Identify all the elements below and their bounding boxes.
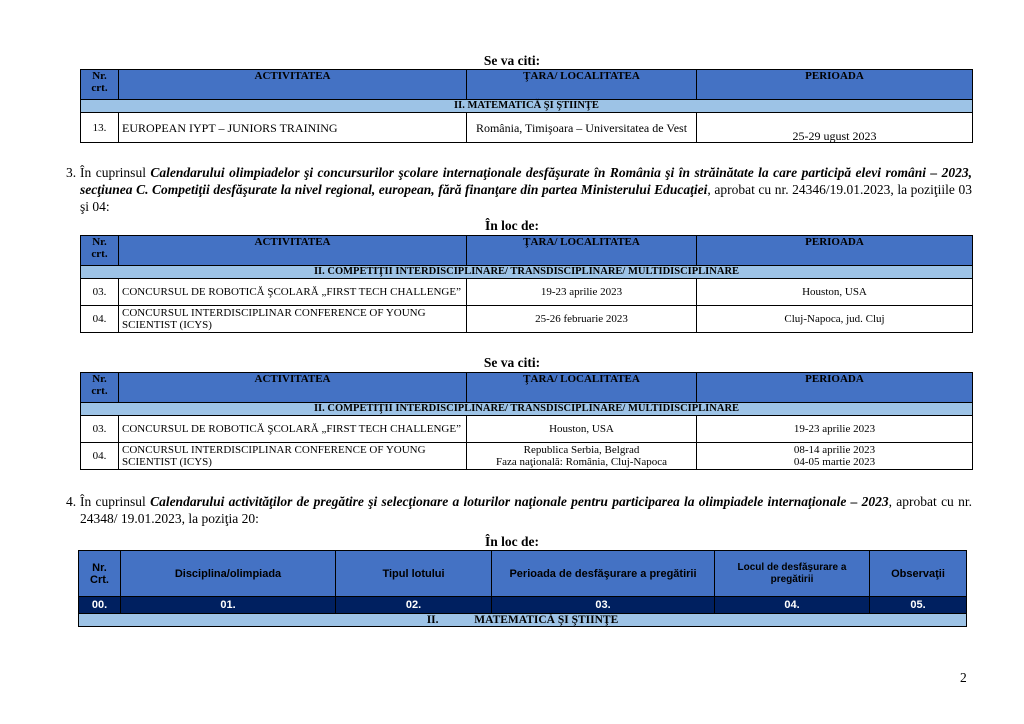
header-perioada: PERIOADA	[697, 236, 973, 266]
header-nr: Nr. crt.	[81, 236, 119, 266]
location-line-1: Republica Serbia, Belgrad	[523, 444, 640, 456]
paragraph-intro: În cuprinsul	[80, 494, 151, 509]
header-nr: Nr. crt.	[81, 70, 119, 100]
section4-heading: În loc de:	[485, 534, 539, 549]
index-cell: 02.	[336, 597, 492, 614]
index-cell: 01.	[121, 597, 336, 614]
row-location: 25-26 februarie 2023	[467, 306, 697, 333]
row-period: Cluj-Napoca, jud. Cluj	[697, 306, 973, 333]
row-period	[697, 443, 973, 470]
paragraph-intro: În cuprinsul	[80, 165, 151, 180]
table-se-va-citi-2	[80, 372, 973, 470]
row-activity: CONCURSUL INTERDISCIPLINAR CONFERENCE OF YOUNG SCIENTIST (ICYS)	[119, 443, 467, 470]
section2-heading: În loc de:	[485, 218, 539, 233]
row-location	[467, 443, 697, 470]
row-nr: 04.	[81, 443, 119, 470]
row-period: 19-23 aprilie 2023	[697, 416, 973, 443]
period-line-2: 04-05 martie 2023	[793, 456, 876, 468]
header-tipul-lotului: Tipul lotului	[336, 551, 492, 597]
header-perioada: Perioada de desfăşurare a pregătirii	[492, 551, 715, 597]
index-cell: 04.	[715, 597, 870, 614]
row-period: 25-29 ugust 2023	[697, 113, 973, 143]
header-nr: Nr. Crt.	[79, 551, 121, 597]
header-activitatea: ACTIVITATEA	[119, 373, 467, 403]
header-tara: ŢARA/ LOCALITATEA	[467, 236, 697, 266]
row-nr: 03.	[81, 416, 119, 443]
period-line-1: 08-14 aprilie 2023	[793, 444, 876, 456]
paragraph-3	[66, 164, 972, 215]
section-row: II. COMPETIŢII INTERDISCIPLINARE/ TRANSDISCIPLINARE/ MULTIDISCIPLINARE	[81, 266, 973, 279]
header-tara: ŢARA/ LOCALITATEA	[467, 373, 697, 403]
row-activity: CONCURSUL INTERDISCIPLINAR CONFERENCE OF YOUNG SCIENTIST (ICYS)	[119, 306, 467, 333]
header-disciplina: Disciplina/olimpiada	[121, 551, 336, 597]
paragraph-italic: Calendarului activităţilor de pregătire şi selecţionare a loturilor naţionale pentru participarea la olimpiadele internaţionale – 2023	[150, 494, 889, 509]
paragraph-number: 3.	[66, 165, 77, 180]
row-nr: 03.	[81, 279, 119, 306]
paragraph-outro: , aprobat cu nr. 24346/19.01.2023, la poziţiile 03 şi 04:	[80, 182, 972, 214]
page-number: 2	[960, 670, 967, 685]
row-activity: CONCURSUL DE ROBOTICĂ ŞCOLARĂ „FIRST TECH CHALLENGE”	[119, 279, 467, 306]
index-cell: 00.	[79, 597, 121, 614]
section-row: II. COMPETIŢII INTERDISCIPLINARE/ TRANSDISCIPLINARE/ MULTIDISCIPLINARE	[81, 403, 973, 416]
row-location: România, Timişoara – Universitatea de Vest	[467, 113, 697, 143]
section-row	[79, 614, 967, 627]
table-se-va-citi-1	[80, 69, 973, 143]
row-activity: EUROPEAN IYPT – JUNIORS TRAINING	[119, 113, 467, 143]
table-in-loc-de-1	[80, 235, 973, 333]
section-row-text: MATEMATICĂ ŞI ŞTIINŢE	[474, 614, 619, 626]
index-cell: 05.	[870, 597, 967, 614]
table-in-loc-de-2	[78, 550, 967, 627]
header-perioada: PERIOADA	[697, 70, 973, 100]
paragraph-4	[66, 493, 972, 527]
index-cell: 03.	[492, 597, 715, 614]
paragraph-number: 4.	[66, 494, 77, 509]
row-location: Houston, USA	[467, 416, 697, 443]
header-locul: Locul de desfăşurare a pregătirii	[715, 551, 870, 597]
header-activitatea: ACTIVITATEA	[119, 70, 467, 100]
row-period: Houston, USA	[697, 279, 973, 306]
row-nr: 13.	[81, 113, 119, 143]
header-observatii: Observaţii	[870, 551, 967, 597]
paragraph-outro: , aprobat cu nr. 24348/ 19.01.2023, la poziţia 20:	[80, 494, 972, 526]
section3-heading: Se va citi:	[483, 355, 541, 370]
header-nr: Nr. crt.	[81, 373, 119, 403]
section1-heading: Se va citi:	[483, 53, 541, 68]
section-row-number: II.	[426, 614, 439, 626]
row-location: 19-23 aprilie 2023	[467, 279, 697, 306]
row-nr: 04.	[81, 306, 119, 333]
header-activitatea: ACTIVITATEA	[119, 236, 467, 266]
header-tara: ŢARA/ LOCALITATEA	[467, 70, 697, 100]
paragraph-italic: Calendarului olimpiadelor şi concursurilor şcolare internaţionale desfăşurate în România şi în străinătate la care participă elevi români – 2023, secţiunea C. Competiţii desfăşurate la nivel regional, european, fără finanţare din partea Ministerului Educaţiei	[80, 165, 972, 197]
location-line-2: Faza naţională: România, Cluj-Napoca	[495, 456, 668, 468]
row-activity: CONCURSUL DE ROBOTICĂ ŞCOLARĂ „FIRST TECH CHALLENGE”	[119, 416, 467, 443]
header-perioada: PERIOADA	[697, 373, 973, 403]
section-row: II. MATEMATICĂ ŞI ŞTIINŢE	[81, 100, 973, 113]
